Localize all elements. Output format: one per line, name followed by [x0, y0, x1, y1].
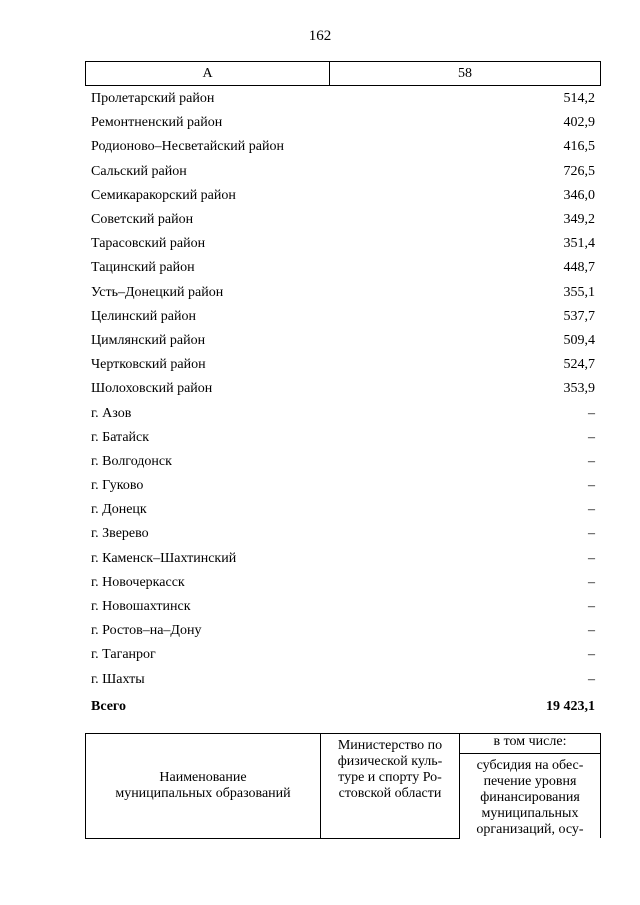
table-row	[85, 160, 601, 184]
municipality-name: г. Волгодонск	[91, 453, 172, 469]
total-row	[85, 695, 601, 719]
municipality-name-header: Наименование муниципальных образований	[86, 734, 321, 839]
municipality-name: г. Каменск–Шахтинский	[91, 550, 237, 566]
value-cell: 509,4	[563, 332, 595, 348]
table-row	[85, 498, 601, 522]
value-cell: 537,7	[563, 308, 595, 324]
municipality-name: г. Батайск	[91, 429, 150, 445]
value-cell: –	[588, 502, 595, 518]
table-row	[85, 208, 601, 232]
table-row	[85, 329, 601, 353]
value-cell: 448,7	[563, 260, 595, 276]
municipality-name: Усть–Донецкий район	[91, 284, 224, 300]
value-cell: 514,2	[563, 91, 595, 107]
municipality-name: г. Шахты	[91, 671, 145, 687]
value-cell: –	[588, 478, 595, 494]
municipality-name: Целинский район	[91, 308, 196, 324]
table-row	[85, 377, 601, 401]
second-table-header	[85, 733, 601, 839]
table-row	[85, 668, 601, 692]
municipality-name: г. Новошахтинск	[91, 599, 191, 615]
municipality-name: Пролетарский район	[91, 91, 215, 107]
value-cell: –	[588, 671, 595, 687]
value-cell: 402,9	[563, 115, 595, 131]
municipality-name: Сальский район	[91, 163, 187, 179]
table-row	[85, 571, 601, 595]
table-row	[85, 401, 601, 425]
value-cell: 726,5	[563, 163, 595, 179]
value-cell: –	[588, 550, 595, 566]
municipality-name: Шолоховский район	[91, 381, 213, 397]
table-row	[85, 305, 601, 329]
municipality-name: Советский район	[91, 212, 194, 228]
value-cell: 524,7	[563, 357, 595, 373]
value-cell: 346,0	[563, 187, 595, 203]
value-cell: 355,1	[563, 284, 595, 300]
table-row	[85, 426, 601, 450]
table-row	[85, 281, 601, 305]
municipality-name: Семикаракорский район	[91, 187, 236, 203]
value-cell: –	[588, 405, 595, 421]
municipality-name: Ремонтненский район	[91, 115, 223, 131]
table-row	[85, 232, 601, 256]
municipality-name: Тацинский район	[91, 260, 195, 276]
table-row	[85, 135, 601, 159]
table-row	[85, 547, 601, 571]
value-cell: 416,5	[563, 139, 595, 155]
municipality-name: Родионово–Несветайский район	[91, 139, 284, 155]
value-cell: 349,2	[563, 212, 595, 228]
table-row	[85, 353, 601, 377]
municipality-name: Цимлянский район	[91, 332, 206, 348]
municipality-name: г. Ростов–на–Дону	[91, 623, 202, 639]
table-row	[85, 184, 601, 208]
header-col-a: А	[86, 62, 330, 86]
value-cell: –	[588, 526, 595, 542]
data-rows	[85, 87, 601, 719]
municipality-name: Чертковский район	[91, 357, 206, 373]
table-row	[85, 595, 601, 619]
municipality-name: г. Новочеркасск	[91, 574, 185, 590]
table-row	[85, 474, 601, 498]
municipality-name: г. Гуково	[91, 478, 144, 494]
value-cell: 351,4	[563, 236, 595, 252]
table-row	[85, 522, 601, 546]
subsidy-header: субсидия на обес- печение уровня финансирования муниципальных организаций, осу-	[460, 754, 601, 839]
total-value: 19 423,1	[546, 698, 595, 714]
ministry-header: Министерство по физической куль- туре и спорту Ро- стовской области	[321, 734, 460, 839]
table-row	[85, 87, 601, 111]
header-col-b: 58	[330, 62, 601, 86]
municipality-name: г. Донецк	[91, 502, 147, 518]
table-row	[85, 450, 601, 474]
page-number: 162	[308, 28, 332, 44]
total-label: Всего	[91, 698, 126, 714]
value-cell: 353,9	[563, 381, 595, 397]
table-row	[85, 256, 601, 280]
column-header-table	[85, 61, 601, 86]
value-cell: –	[588, 599, 595, 615]
table-row	[85, 111, 601, 135]
table-row	[85, 643, 601, 667]
value-cell: –	[588, 429, 595, 445]
value-cell: –	[588, 647, 595, 663]
value-cell: –	[588, 623, 595, 639]
value-cell: –	[588, 574, 595, 590]
value-cell: –	[588, 453, 595, 469]
table-row	[85, 619, 601, 643]
municipality-name: г. Азов	[91, 405, 132, 421]
municipality-name: Тарасовский район	[91, 236, 206, 252]
municipality-name: г. Таганрог	[91, 647, 156, 663]
municipality-name: г. Зверево	[91, 526, 149, 542]
including-header: в том числе:	[460, 734, 601, 754]
